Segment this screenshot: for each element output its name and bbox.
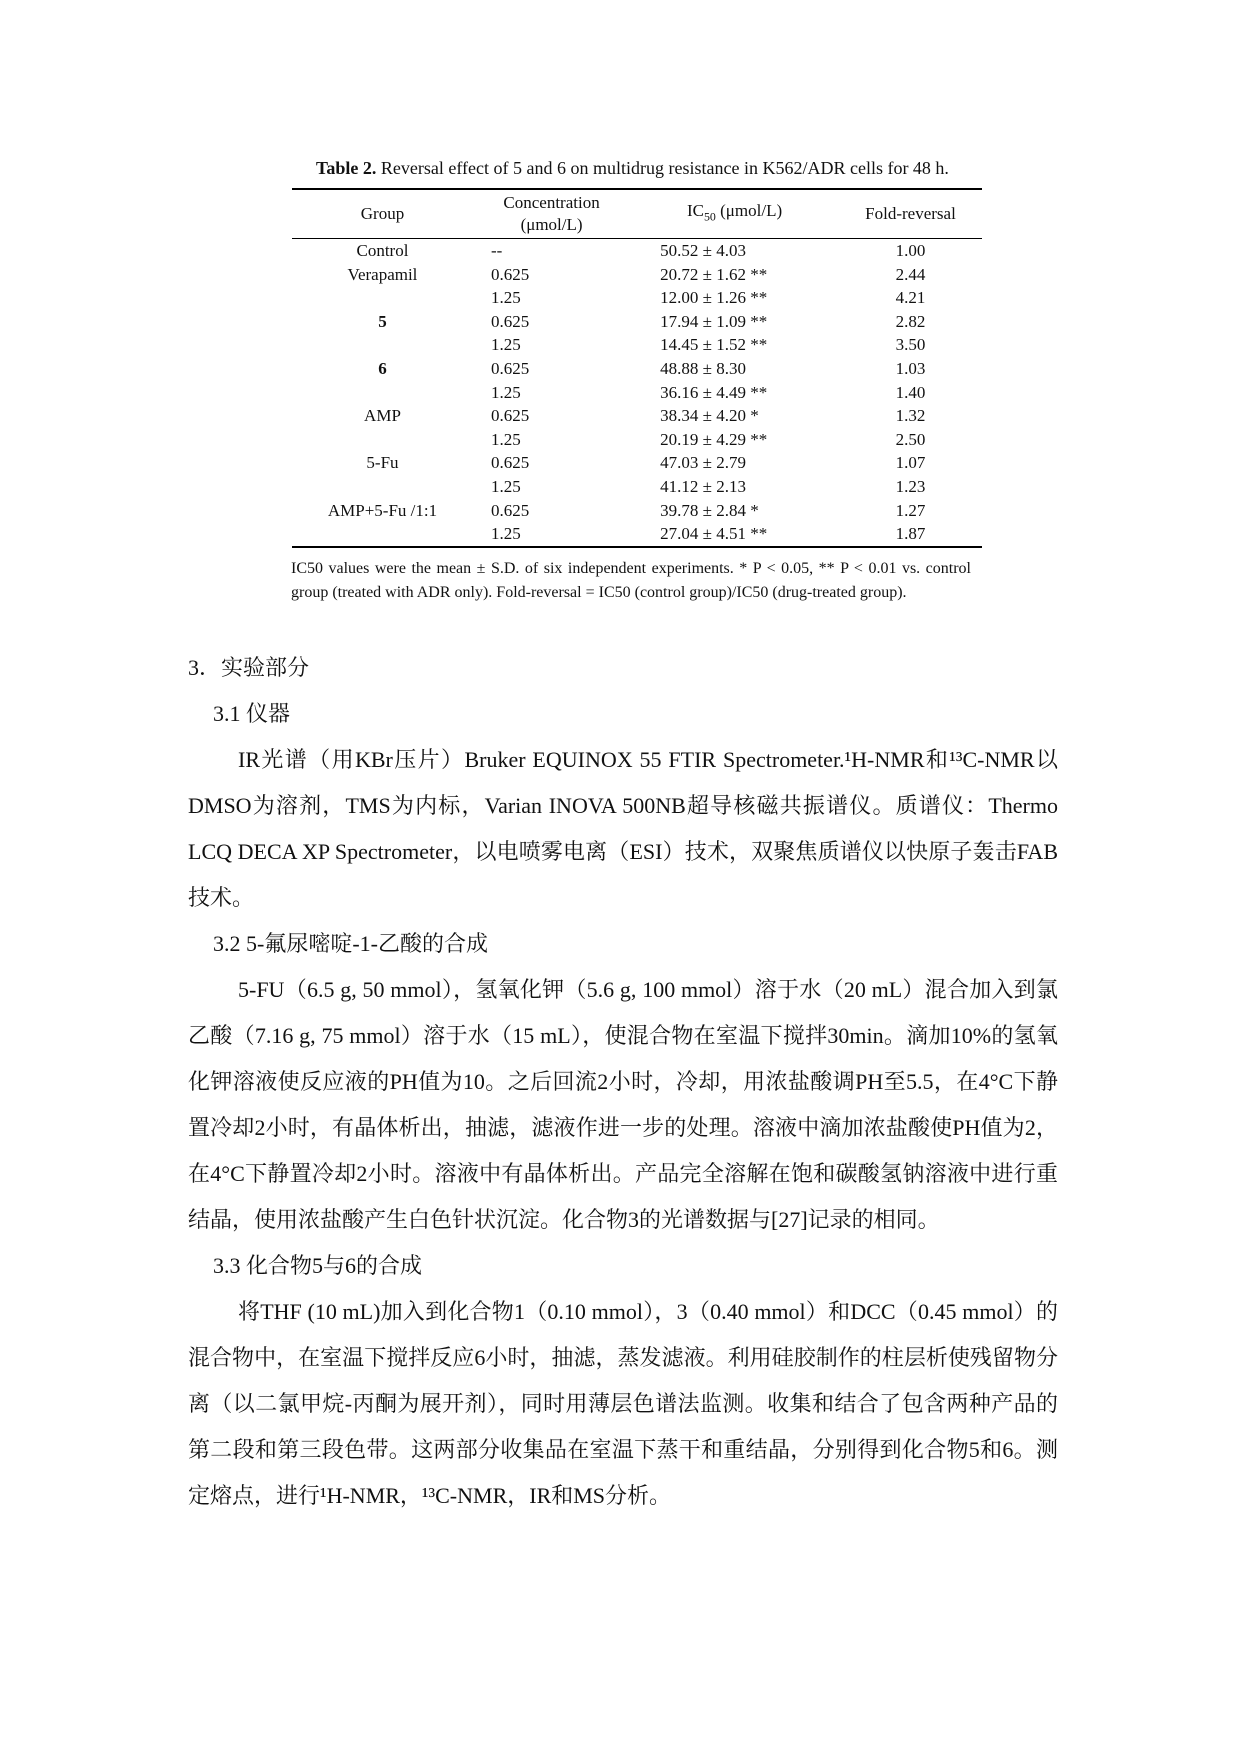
table-header-row (292, 189, 982, 239)
cell-group: 5 (378, 311, 387, 331)
header-concentration: Concentration (μmol/L) (473, 189, 630, 239)
cell-fold-reversal: 1.27 (895, 500, 926, 520)
cell-concentration: 0.625 (490, 406, 530, 426)
table-caption-label: Table 2. (316, 158, 377, 178)
cell-ic50: 41.12 ± 2.13 (660, 476, 747, 496)
table-caption-text: Reversal effect of 5 and 6 on multidrug resistance in K562/ADR cells for 48 h. (376, 158, 949, 178)
table-row (292, 333, 982, 357)
table-row (292, 310, 982, 334)
cell-group (292, 522, 473, 547)
table-row (292, 522, 982, 547)
cell-fold-reversal: 1.40 (895, 382, 926, 402)
header-ic50: $IC_{50}$ (μmol/L) (630, 189, 839, 239)
header-fold-reversal: Fold-reversal (839, 189, 982, 239)
cell-ic50: 38.34 ± 4.20 * (660, 406, 759, 426)
cell-ic50: 47.03 ± 2.79 (660, 453, 747, 473)
cell-ic50: 14.45 ± 1.52 ** (660, 335, 768, 355)
cell-group (292, 428, 473, 452)
cell-group: 6 (378, 358, 387, 378)
cell-ic50: 50.52 ± 4.03 (660, 241, 747, 260)
cell-group: AMP+5-Fu /1:1 (327, 500, 438, 520)
table-row (292, 239, 982, 263)
cell-concentration: 1.25 (490, 382, 521, 402)
cell-ic50: 12.00 ± 1.26 ** (660, 288, 768, 308)
table-block (265, 158, 1000, 544)
cell-concentration: 0.625 (490, 264, 530, 284)
cell-concentration: -- (490, 241, 503, 260)
table-row (292, 357, 982, 381)
cell-concentration: 0.625 (490, 453, 530, 473)
table-row (292, 451, 982, 475)
cell-group (292, 381, 473, 405)
table-row (292, 286, 982, 310)
cell-concentration: 1.25 (490, 288, 521, 308)
cell-fold-reversal: 2.82 (895, 311, 926, 331)
cell-concentration: 1.25 (490, 476, 521, 496)
table-footnote: IC50 values were the mean ± S.D. of six independent experiments. * P < 0.05, ** P < 0.01 vs. control group (treated with ADR only). Fold-reversal = IC50 (control group)/IC50 (drug-treated group). (291, 560, 971, 601)
cell-ic50: 20.19 ± 4.29 ** (660, 429, 768, 449)
cell-concentration: 1.25 (490, 335, 521, 355)
cell-fold-reversal: 1.00 (895, 241, 926, 260)
paragraph-instruments: IR光谱（用KBr压片）Bruker EQUINOX 55 FTIR Spectrometer.¹H-NMR和¹³C-NMR以DMSO为溶剂，TMS为内标，Varian INOVA 500NB超导核磁共振谱仪。质谱仪：Thermo LCQ DECA XP Spectrometer，以电喷雾电离（ESI）技术，双聚焦质谱仪以快原子轰击FAB技术。 (188, 747, 1058, 910)
cell-ic50: 48.88 ± 8.30 (660, 358, 747, 378)
cell-fold-reversal: 1.87 (839, 522, 982, 547)
cell-ic50: 27.04 ± 4.51 ** (630, 522, 839, 547)
cell-ic50: 39.78 ± 2.84 * (660, 500, 759, 520)
data-table (292, 188, 982, 548)
cell-ic50: 20.72 ± 1.62 ** (660, 264, 768, 284)
section-body (188, 645, 1058, 1519)
cell-group (292, 286, 473, 310)
cell-fold-reversal: 1.03 (895, 358, 926, 378)
cell-concentration: 1.25 (490, 429, 521, 449)
cell-group: Verapamil (347, 264, 418, 284)
cell-fold-reversal: 1.07 (895, 453, 926, 473)
table-caption (265, 158, 1000, 179)
table-row (292, 381, 982, 405)
cell-group: AMP (364, 406, 401, 426)
cell-concentration: 0.625 (490, 500, 530, 520)
cell-concentration: 0.625 (490, 311, 530, 331)
cell-fold-reversal: 3.50 (895, 335, 926, 355)
cell-fold-reversal: 2.44 (895, 264, 926, 284)
cell-concentration: 0.625 (490, 358, 530, 378)
cell-fold-reversal: 4.21 (895, 288, 926, 308)
cell-fold-reversal: 2.50 (895, 429, 926, 449)
table-row (292, 499, 982, 523)
cell-group: Control (356, 241, 409, 260)
table-row (292, 475, 982, 499)
table-row (292, 263, 982, 287)
cell-fold-reversal: 1.32 (895, 406, 926, 426)
table-row (292, 404, 982, 428)
cell-group (292, 333, 473, 357)
subsection-title-3-3: 3.3 化合物5与6的合成 (213, 1253, 423, 1278)
table-row (292, 428, 982, 452)
paragraph-synthesis-acid: 5-FU（6.5 g, 50 mmol），氢氧化钾（5.6 g, 100 mmol）溶于水（20 mL）混合加入到氯乙酸（7.16 g, 75 mmol）溶于水（15 mL），使混合物在室温下搅拌30min。滴加10%的氢氧化钾溶液使反应液的PH值为10。之后回流2小时，冷却，用浓盐酸调PH至5.5，在4°C下静置冷却2小时，有晶体析出，抽滤，滤液作进一步的处理。溶液中滴加浓盐酸使PH值为2，在4°C下静置冷却2小时。溶液中有晶体析出。产品完全溶解在饱和碳酸氢钠溶液中进行重结晶，使用浓盐酸产生白色针状沉淀。化合物3的光谱数据与[27]记录的相同。 (188, 977, 1058, 1232)
cell-concentration: 1.25 (473, 522, 630, 547)
cell-fold-reversal: 1.23 (895, 476, 926, 496)
section-title: 3．实验部分 (188, 655, 310, 680)
cell-ic50: 36.16 ± 4.49 ** (660, 382, 768, 402)
subsection-title-3-1: 3.1 仪器 (213, 701, 291, 726)
cell-group (292, 475, 473, 499)
table-body (292, 239, 982, 547)
cell-ic50: 17.94 ± 1.09 ** (660, 311, 768, 331)
cell-group: 5-Fu (366, 453, 399, 473)
paragraph-synthesis-compounds: 将THF (10 mL)加入到化合物1（0.10 mmol），3（0.40 mmol）和DCC（0.45 mmol）的混合物中，在室温下搅拌反应6小时，抽滤，蒸发滤液。利用硅胶制作的柱层析使残留物分离（以二氯甲烷-丙酮为展开剂），同时用薄层色谱法监测。收集和结合了包含两种产品的第二段和第三段色带。这两部分收集品在室温下蒸干和重结晶，分别得到化合物5和6。测定熔点，进行¹H-NMR，¹³C-NMR，IR和MS分析。 (188, 1299, 1058, 1508)
subsection-title-3-2: 3.2 5-氟尿嘧啶-1-乙酸的合成 (213, 931, 488, 956)
header-group: Group (292, 189, 473, 239)
